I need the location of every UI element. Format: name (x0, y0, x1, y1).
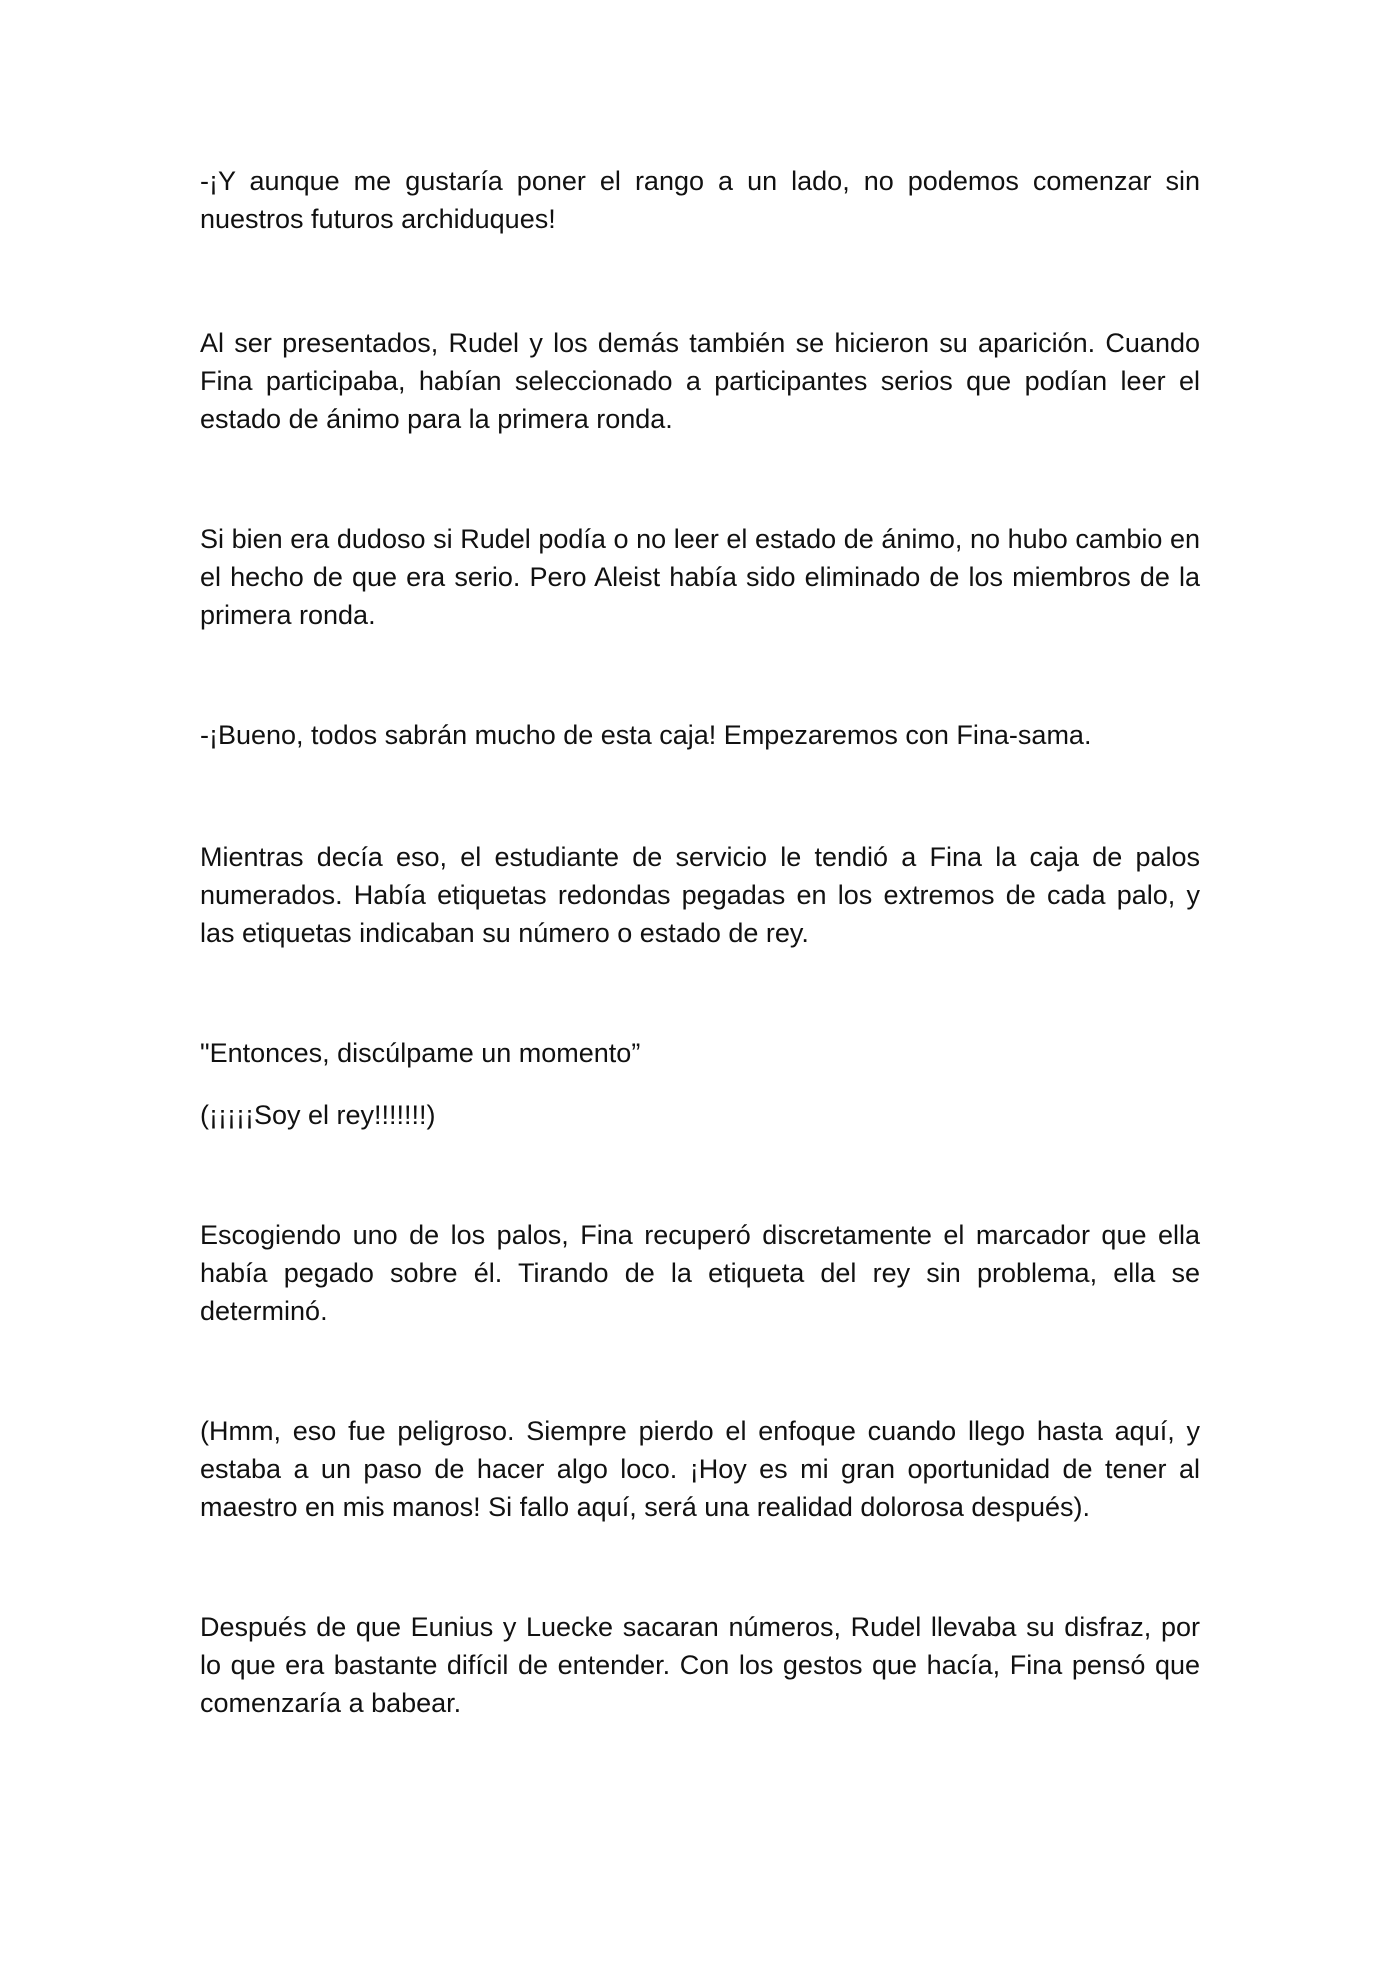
paragraph-10: Después de que Eunius y Luecke sacaran números, Rudel llevaba su disfraz, por lo que era bastante difícil de entender. Con los gestos que hacía, Fina pensó que comenzaría a babear. (200, 1612, 1200, 1718)
paragraph-5: Mientras decía eso, el estudiante de servicio le tendió a Fina la caja de palos numerados. Había etiquetas redondas pegadas en los extremos de cada palo, y las etiquetas indicaban su número o estado de rey. (200, 842, 1200, 948)
paragraph-9: (Hmm, eso fue peligroso. Siempre pierdo el enfoque cuando llego hasta aquí, y estaba a un paso de hacer algo loco. ¡Hoy es mi gran oportunidad de tener al maestro en mis manos! Si fallo aquí, será una realidad dolorosa después). (200, 1416, 1200, 1522)
paragraph-2: Al ser presentados, Rudel y los demás también se hicieron su aparición. Cuando Fina participaba, habían seleccionado a participantes serios que podían leer el estado de ánimo para la primera ronda. (200, 328, 1200, 434)
paragraph-7: (¡¡¡¡¡Soy el rey!!!!!!!) (200, 1100, 436, 1130)
paragraph-4: -¡Bueno, todos sabrán mucho de esta caja! Empezaremos con Fina-sama. (200, 720, 1092, 750)
paragraph-8: Escogiendo uno de los palos, Fina recuperó discretamente el marcador que ella había pegado sobre él. Tirando de la etiqueta del rey sin problema, ella se determinó. (200, 1220, 1200, 1326)
paragraph-6: "Entonces, discúlpame un momento” (200, 1038, 641, 1068)
paragraph-1: -¡Y aunque me gustaría poner el rango a un lado, no podemos comenzar sin nuestros futuros archiduques! (200, 166, 1200, 234)
paragraph-3: Si bien era dudoso si Rudel podía o no leer el estado de ánimo, no hubo cambio en el hecho de que era serio. Pero Aleist había sido eliminado de los miembros de la primera ronda. (200, 524, 1200, 630)
